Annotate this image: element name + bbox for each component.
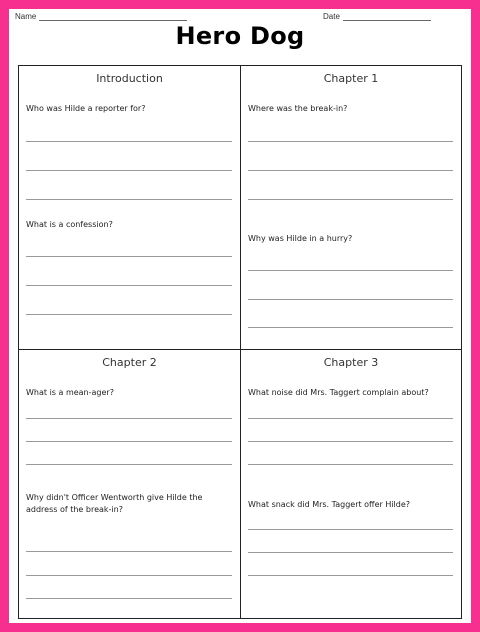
name-field[interactable] — [15, 12, 187, 21]
section-chapter-2 — [19, 350, 241, 618]
question-text: What is a mean-ager? — [26, 388, 114, 397]
section-title: Chapter 1 — [323, 72, 379, 85]
name-blank-line[interactable] — [39, 13, 187, 21]
answer-line[interactable] — [248, 418, 453, 419]
question-text: Where was the break-in? — [248, 104, 348, 113]
question-text: Why was Hilde in a hurry? — [248, 234, 353, 243]
answer-line[interactable] — [248, 552, 453, 553]
section-title: Chapter 2 — [102, 356, 157, 369]
answer-line[interactable] — [26, 464, 232, 465]
answer-line[interactable] — [248, 170, 453, 171]
answer-line[interactable] — [248, 299, 453, 300]
answer-line[interactable] — [248, 270, 453, 271]
answer-line[interactable] — [248, 327, 453, 328]
answer-line[interactable] — [248, 199, 453, 200]
section-title: Introduction — [96, 72, 163, 85]
answer-line[interactable] — [26, 314, 232, 315]
answer-line[interactable] — [26, 256, 232, 257]
answer-line[interactable] — [248, 575, 453, 576]
answer-line[interactable] — [26, 199, 232, 200]
date-field[interactable] — [323, 12, 431, 21]
answer-line[interactable] — [26, 170, 232, 171]
date-label: Date — [323, 12, 340, 21]
question-grid — [18, 65, 462, 619]
answer-line[interactable] — [26, 285, 232, 286]
question-text: What is a confession? — [26, 220, 113, 229]
question-text: What noise did Mrs. Taggert complain about? — [248, 388, 429, 397]
page-title: Hero Dog — [175, 22, 305, 50]
section-chapter-3 — [241, 350, 461, 618]
question-text: Who was Hilde a reporter for? — [26, 104, 146, 113]
answer-line[interactable] — [26, 551, 232, 552]
answer-line[interactable] — [248, 464, 453, 465]
answer-line[interactable] — [26, 418, 232, 419]
answer-line[interactable] — [26, 575, 232, 576]
section-chapter-1 — [241, 66, 461, 350]
answer-line[interactable] — [26, 598, 232, 599]
answer-line[interactable] — [26, 141, 232, 142]
answer-line[interactable] — [248, 529, 453, 530]
name-label: Name — [15, 12, 37, 21]
answer-line[interactable] — [248, 141, 453, 142]
question-text: Why didn't Officer Wentworth give Hilde the address of the break-in? — [26, 493, 203, 514]
question-text: What snack did Mrs. Taggert offer Hilde? — [248, 500, 411, 509]
answer-line[interactable] — [26, 441, 232, 442]
section-title: Chapter 3 — [323, 356, 379, 369]
answer-line[interactable] — [248, 441, 453, 442]
section-introduction — [19, 66, 241, 350]
date-blank-line[interactable] — [343, 13, 431, 21]
